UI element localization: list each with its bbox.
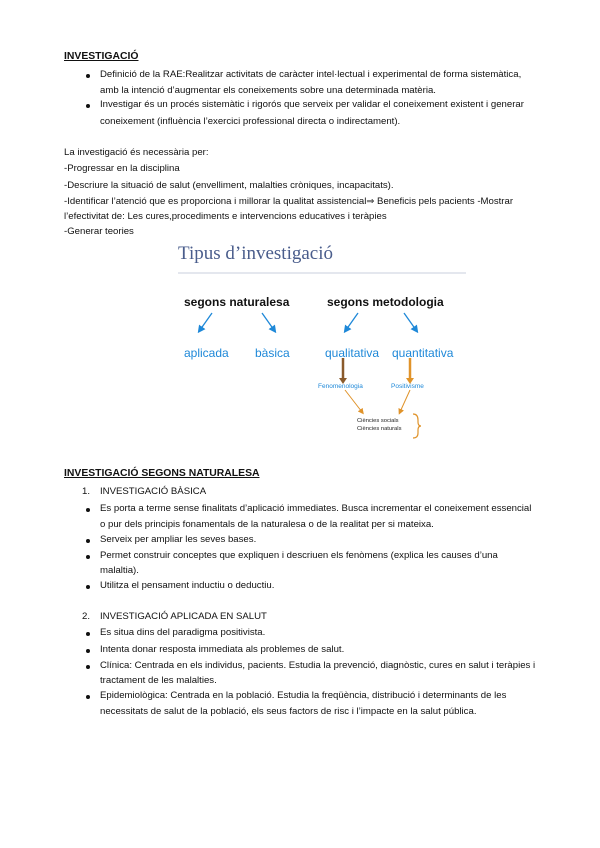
sub1-bullet-4: Utilitza el pensament inductiu o deductiu. — [100, 580, 275, 591]
label-quantitativa: quantitativa — [392, 346, 454, 360]
label-fenomenologia: Fenomenologia — [318, 383, 363, 390]
diagram-title: Tipus d’investigació — [178, 243, 333, 264]
bullet-2-line-1: Investigar és un procés sistemàtic i rigorós que serveix per validar el coneixement existent i generar — [100, 99, 524, 110]
sub1-number: 1. — [82, 486, 91, 497]
arrow-socials — [345, 390, 362, 412]
label-ciencies-naturals: Ciències naturals — [357, 426, 402, 432]
sub2-bullet-2: Intenta donar resposta immediata als problemes de salut. — [100, 644, 345, 655]
arrow-quantitativa — [404, 313, 416, 330]
sub2-bullet-3-line-1: Clínica: Centrada en els individus, pacients. Estudia la prevenció, diagnòstic, cures en salut i teràpies i — [100, 660, 536, 671]
label-segons-naturalesa: segons naturalesa — [184, 295, 290, 309]
intro-text: La investigació és necessària per: — [64, 147, 209, 158]
label-aplicada: aplicada — [184, 346, 229, 360]
heading-investigacio: INVESTIGACIÓ — [64, 51, 139, 62]
bullet — [86, 665, 90, 669]
sub1-bullet-1-line-1: Es porta a terme sense finalitats d’aplicació immediates. Busca incrementar el coneixement essencial — [100, 503, 532, 514]
label-positivisme: Positivisme — [391, 383, 424, 390]
sub2-title: INVESTIGACIÓ APLICADA EN SALUT — [100, 611, 267, 622]
sub1-title: INVESTIGACIÓ BÀSICA — [100, 486, 207, 497]
sub2-bullet-3-line-2: tractament de les malalties. — [100, 675, 217, 686]
arrow-naturals — [400, 390, 410, 412]
sub1-bullet-3-line-1: Permet construir conceptes que expliquen i descriuen els fenòmens (explica les causes d’una — [100, 550, 498, 561]
list-item: -Descriure la situació de salut (envelliment, malalties cròniques, incapacitats). — [64, 180, 394, 191]
list-item: -Progressar en la disciplina — [64, 163, 180, 174]
bullet-1-line-2: amb la intenció d’augmentar els coneixements sobre una determinada matèria. — [100, 85, 436, 96]
bullet — [86, 539, 90, 543]
arrow-aplicada — [200, 313, 212, 330]
sub2-bullet-4-line-1: Epidemiològica: Centrada en la població. Estudia la freqüència, distribució i determinants de les — [100, 690, 507, 701]
bullet — [86, 632, 90, 636]
label-qualitativa: qualitativa — [325, 346, 380, 360]
list-item: -Identificar l’atenció que es proporciona i millorar la qualitat assistencial⇒ Beneficis pels pacients -Mostrar — [64, 196, 514, 207]
sub2-bullet-4-line-2: necessitats de salut de la població, els seus factors de risc i l’impacte en la salut pública. — [100, 706, 477, 717]
bullet-2-line-2: coneixement (influència l’exercici professional directa o indirectament). — [100, 116, 401, 127]
arrow-basica — [262, 313, 274, 330]
bullet — [86, 508, 90, 512]
bullet — [86, 695, 90, 699]
leaf-brace — [413, 414, 421, 438]
sub1-bullet-3-line-2: malaltia). — [100, 565, 139, 576]
sub2-bullet-1: Es situa dins del paradigma positivista. — [100, 627, 266, 638]
heading-segons-naturalesa: INVESTIGACIÓ SEGONS NATURALESA — [64, 468, 260, 479]
bullet — [86, 555, 90, 559]
sub1-bullet-1-line-2: o pur dels principis fonamentals de la naturalesa o de la realitat per si mateixa. — [100, 519, 434, 530]
sub1-bullet-2: Serveix per ampliar les seves bases. — [100, 534, 257, 545]
label-segons-metodologia: segons metodologia — [327, 295, 444, 309]
list-item: -Generar teories — [64, 226, 134, 237]
label-basica: bàsica — [255, 346, 290, 360]
list-item: l’efectivitat de: Les cures,procediments e intervencions educatives i teràpies — [64, 211, 387, 222]
bullet-1-line-1: Definició de la RAE:Realitzar activitats de caràcter intel·lectual i experimental de forma sistemàtica, — [100, 69, 522, 80]
bullet — [86, 585, 90, 589]
label-ciencies-socials: Ciències socials — [357, 418, 399, 424]
arrow-qualitativa — [346, 313, 358, 330]
sub2-number: 2. — [82, 611, 91, 622]
bullet — [86, 649, 90, 653]
